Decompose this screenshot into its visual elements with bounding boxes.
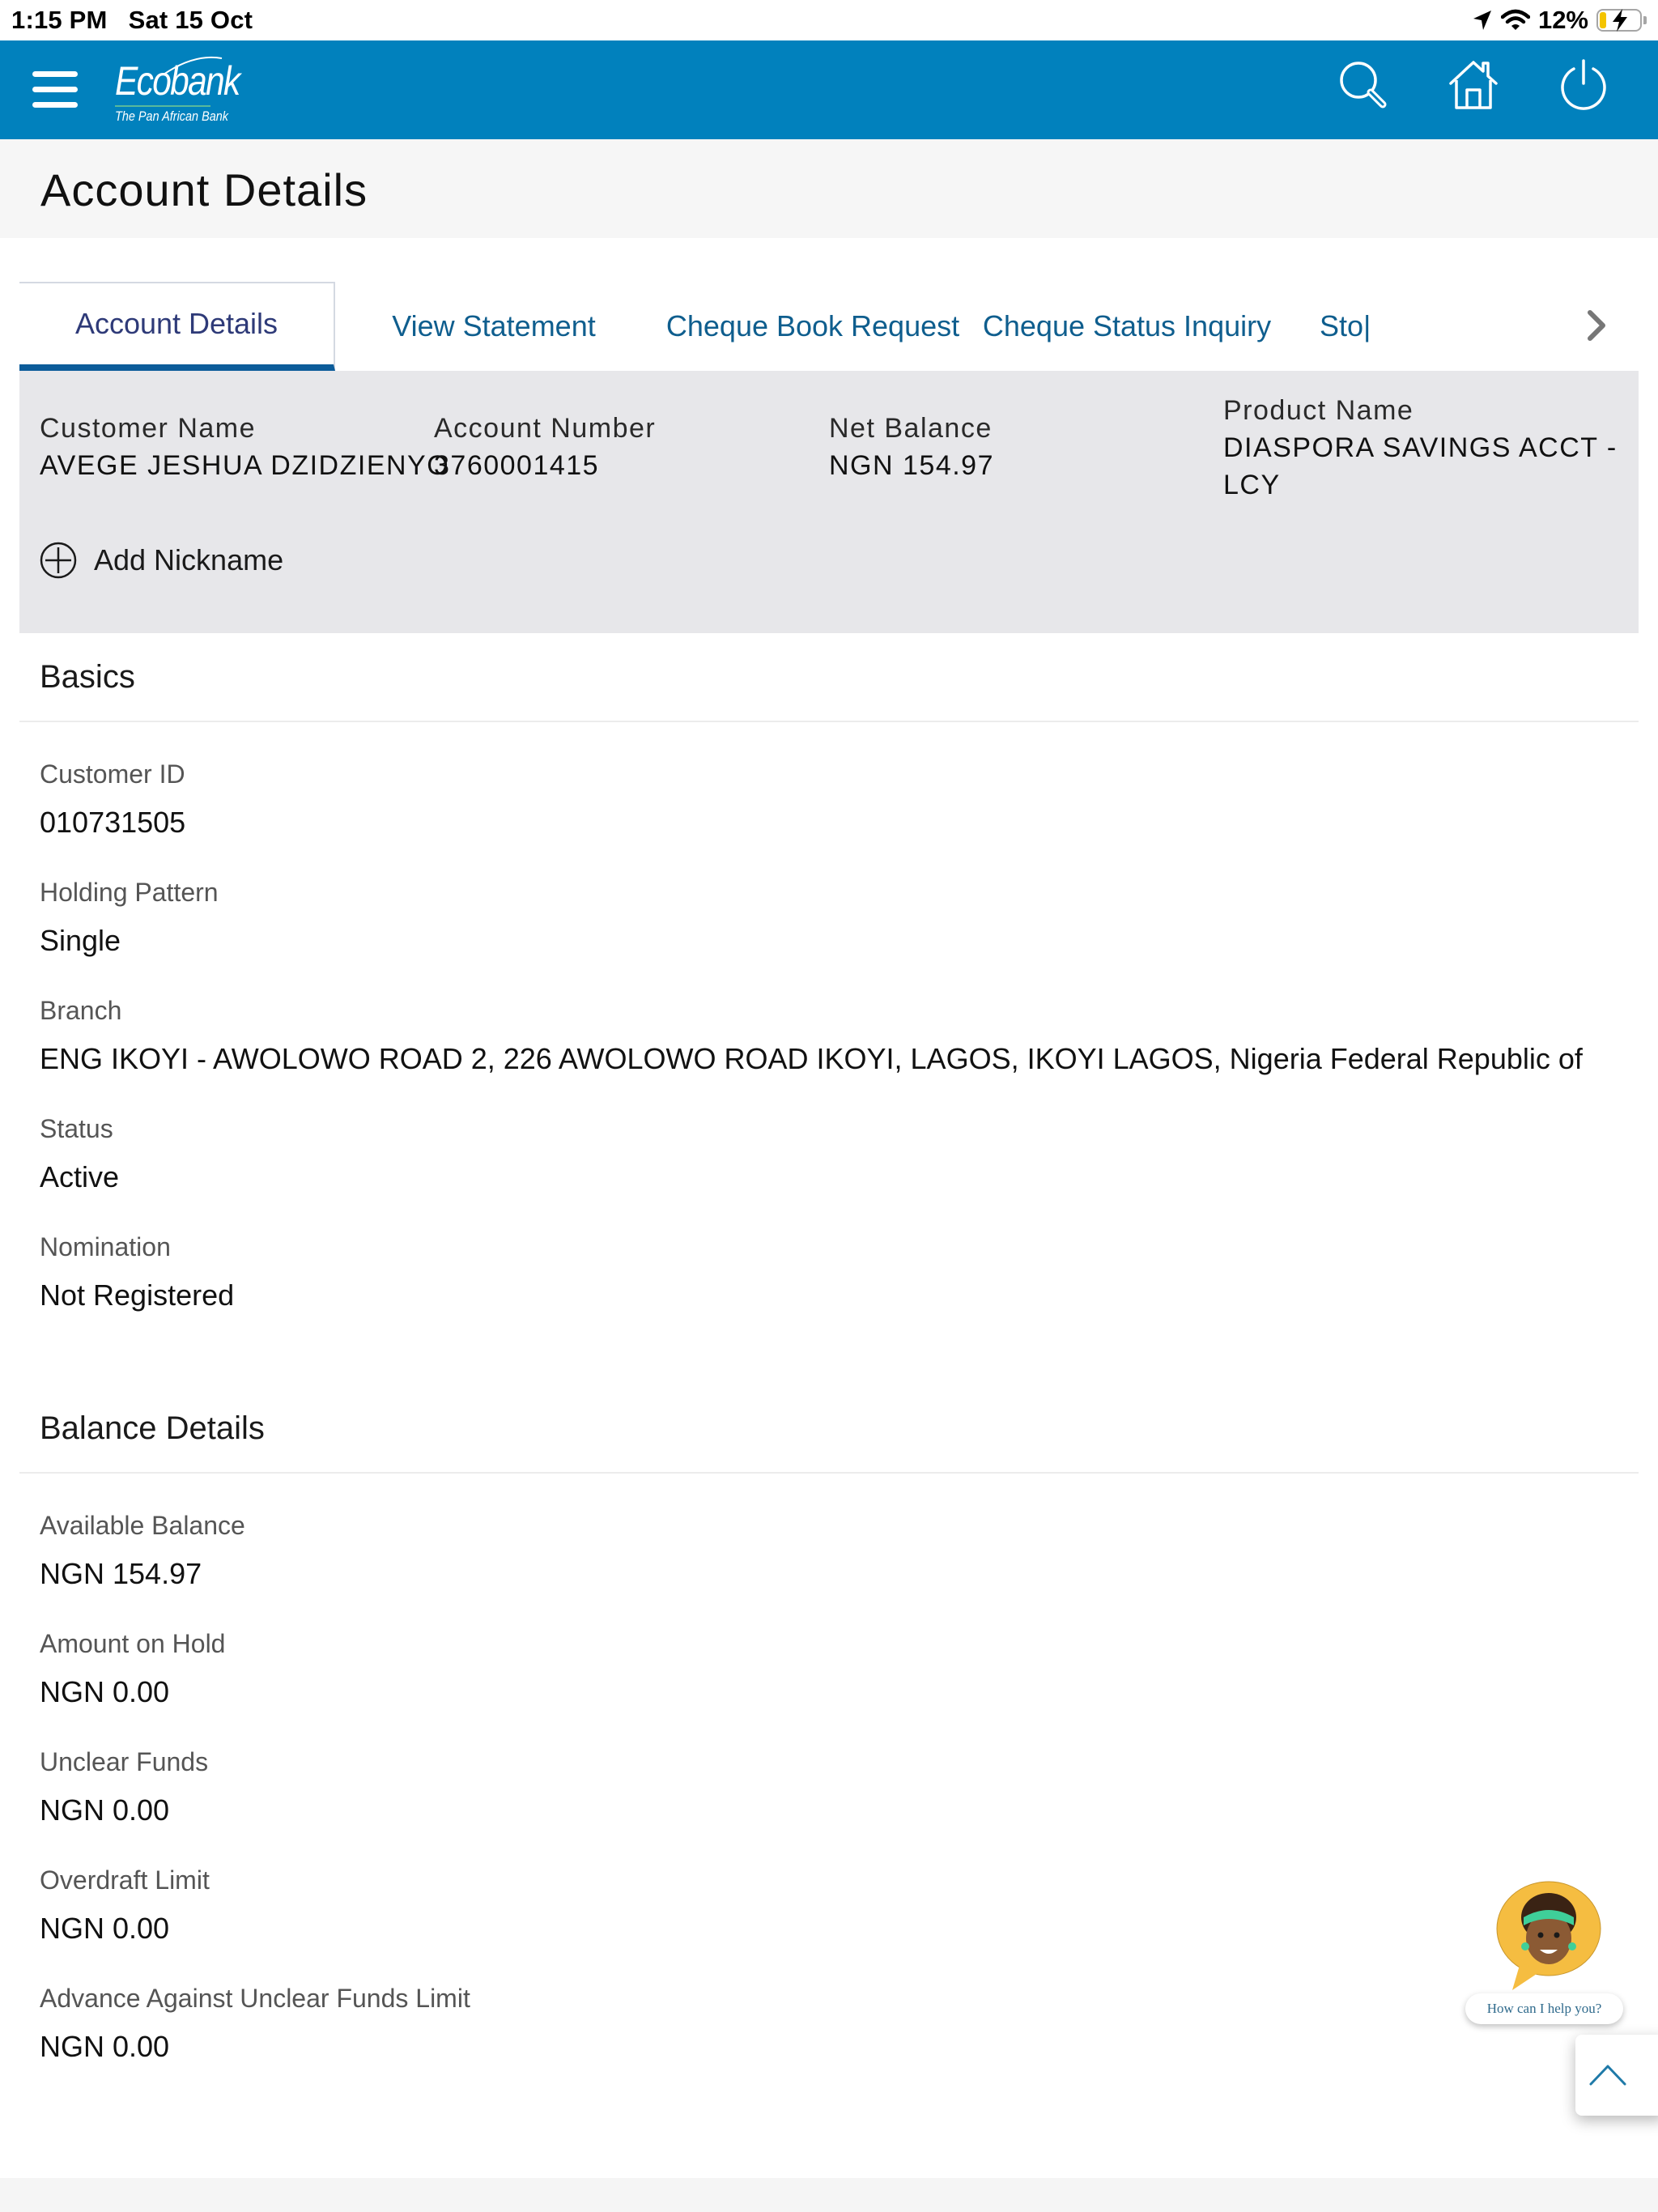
battery-percent: 12% — [1537, 6, 1588, 34]
logo-brand: Ecobank — [115, 58, 240, 104]
account-summary-panel — [19, 371, 1639, 633]
nomination-label: Nomination — [40, 1232, 171, 1261]
amount-on-hold-field — [40, 1627, 225, 1710]
tab-stop-cheque-truncated[interactable]: Sto| — [1320, 309, 1371, 342]
account-number-block — [434, 410, 656, 484]
available-balance-value: NGN 154.97 — [40, 1557, 202, 1590]
plus-circle-icon — [39, 541, 78, 580]
status-bar — [0, 0, 1658, 40]
logo-tagline: The Pan African Bank — [115, 108, 229, 124]
nomination-value: Not Registered — [40, 1278, 235, 1312]
net-balance-block — [829, 410, 994, 484]
menu-icon-bar — [32, 102, 78, 108]
location-arrow-icon — [1472, 9, 1493, 32]
customer-name-label: Customer Name — [40, 413, 257, 444]
advance-against-unclear-funds-label: Advance Against Unclear Funds Limit — [40, 1984, 470, 2013]
customer-id-label: Customer ID — [40, 759, 185, 789]
unclear-funds-label: Unclear Funds — [40, 1747, 209, 1776]
overdraft-limit-field — [40, 1864, 210, 1946]
available-balance-label: Available Balance — [40, 1511, 245, 1540]
chevron-right-icon — [1585, 308, 1609, 343]
search-button[interactable] — [1337, 57, 1389, 113]
footer-strip — [0, 2178, 1658, 2212]
basics-section-header — [19, 633, 1639, 722]
tab-view-statement[interactable]: View Statement — [392, 309, 596, 342]
home-button[interactable] — [1448, 57, 1499, 113]
available-balance-field — [40, 1509, 245, 1592]
status-field — [40, 1112, 119, 1195]
page-title-bar — [0, 139, 1658, 238]
tabs-scroll-right-button[interactable] — [1585, 308, 1618, 348]
status-date: Sat 15 Oct — [128, 6, 253, 34]
branch-value: ENG IKOYI - AWOLOWO ROAD 2, 226 AWOLOWO ROAD IKOYI, LAGOS, IKOYI LAGOS, Nigeria Federal Republic of — [40, 1042, 1583, 1075]
product-name-value-line1: DIASPORA SAVINGS ACCT - — [1223, 432, 1618, 463]
battery-charging-icon — [1596, 9, 1642, 32]
product-name-label: Product Name — [1223, 395, 1414, 426]
balance-details-section-header — [19, 1385, 1639, 1474]
menu-icon-bar — [32, 87, 78, 92]
advance-against-unclear-funds-field — [40, 1982, 470, 2065]
logo-underline — [115, 105, 210, 107]
holding-pattern-label: Holding Pattern — [40, 878, 219, 907]
account-number-label: Account Number — [434, 413, 657, 444]
status-time: 1:15 PM — [11, 6, 108, 34]
scroll-to-top-button[interactable] — [1575, 2035, 1658, 2116]
customer-name-value: AVEGE JESHUA DZIDZIENYO — [40, 450, 450, 481]
status-label: Status — [40, 1114, 113, 1143]
overdraft-limit-label: Overdraft Limit — [40, 1865, 210, 1895]
product-name-value-line2: LCY — [1223, 470, 1281, 500]
customer-name-block — [40, 410, 449, 484]
overdraft-limit-value: NGN 0.00 — [40, 1912, 170, 1945]
amount-on-hold-value: NGN 0.00 — [40, 1675, 170, 1708]
home-icon — [1448, 59, 1499, 111]
chevron-up-icon — [1588, 2063, 1628, 2087]
advance-against-unclear-funds-value: NGN 0.00 — [40, 2030, 170, 2063]
wifi-icon — [1501, 9, 1530, 32]
chatbot-caption[interactable]: How can I help you? — [1465, 1993, 1623, 2024]
menu-button[interactable] — [32, 71, 78, 112]
nomination-field — [40, 1231, 234, 1313]
customer-id-value: 010731505 — [40, 806, 186, 839]
menu-icon-bar — [32, 71, 78, 77]
balance-details-heading: Balance Details — [40, 1410, 265, 1446]
net-balance-label: Net Balance — [829, 413, 993, 444]
unclear-funds-field — [40, 1746, 208, 1828]
amount-on-hold-label: Amount on Hold — [40, 1629, 226, 1658]
holding-pattern-value: Single — [40, 924, 121, 957]
account-number-value: 3760001415 — [434, 450, 600, 481]
customer-id-field — [40, 758, 185, 840]
basics-heading: Basics — [40, 659, 135, 695]
tab-cheque-status-inquiry[interactable]: Cheque Status Inquiry — [982, 309, 1272, 342]
branch-label: Branch — [40, 996, 122, 1025]
account-tabs — [19, 282, 1639, 371]
tab-account-details[interactable]: Account Details — [19, 282, 335, 371]
branch-field — [40, 994, 1583, 1077]
tab-cheque-book-request[interactable]: Cheque Book Request — [665, 309, 960, 342]
logout-button[interactable] — [1558, 57, 1609, 113]
net-balance-value: NGN 154.97 — [829, 450, 994, 481]
holding-pattern-field — [40, 876, 219, 959]
page-title: Account Details — [40, 164, 368, 215]
chatbot-avatar-icon — [1488, 1878, 1609, 2000]
unclear-funds-value: NGN 0.00 — [40, 1793, 170, 1827]
power-icon — [1558, 59, 1609, 111]
app-header — [0, 40, 1658, 139]
add-nickname-label: Add Nickname — [94, 543, 284, 576]
battery-nub — [1643, 16, 1647, 24]
ecobank-logo[interactable] — [115, 58, 261, 125]
add-nickname-button[interactable] — [39, 541, 283, 580]
search-icon — [1337, 59, 1389, 111]
status-value: Active — [40, 1160, 120, 1193]
product-name-block — [1223, 392, 1628, 504]
